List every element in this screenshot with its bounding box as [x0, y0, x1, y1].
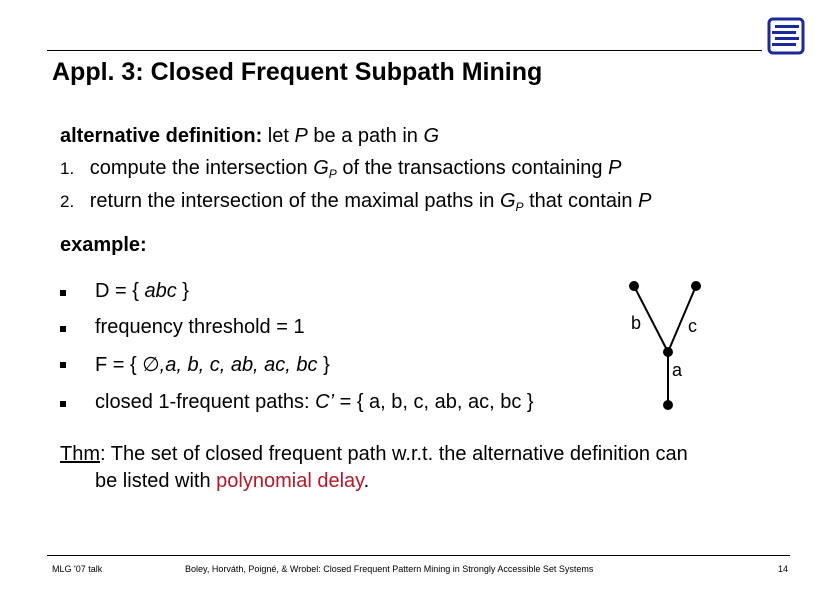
document-logo-icon [767, 17, 805, 55]
bullet-icon [60, 326, 66, 332]
var-g: G [423, 125, 440, 147]
node-b [629, 281, 639, 291]
example-bullet-3: F = { ∅,a, b, c, ab, ac, bc } [95, 354, 330, 376]
example-bullet-1: D = { abc } [95, 280, 189, 302]
footer-center: Boley, Horváth, Poigné, & Wrobel: Closed Frequent Pattern Mining in Strongly Accessible Set Systems [185, 564, 594, 574]
example-bullet-4: closed 1-frequent paths: C’ = { a, b, c, ab, ac, bc } [95, 391, 534, 413]
definition-step-2: 2. return the intersection of the maximal paths in $G_P$ that contain P [60, 190, 652, 214]
node-root [663, 400, 673, 410]
path-graph-diagram [610, 270, 720, 410]
header-rule [47, 50, 762, 51]
footer-left: MLG '07 talk [52, 564, 103, 574]
example-label: example: [60, 234, 147, 256]
var-p: P [294, 125, 308, 147]
definition-lead: alternative definition: [60, 125, 263, 147]
graph-label-a: a [672, 360, 683, 380]
polynomial-delay-highlight: polynomial delay [216, 470, 364, 492]
theorem-head: Thm [60, 443, 100, 465]
bullet-icon [60, 362, 66, 368]
slide-title: Appl. 3: Closed Frequent Subpath Mining [52, 58, 543, 86]
definition-line: alternative definition: let P be a path in G [60, 125, 440, 147]
definition-step-1: 1. compute the intersection $G_P$ of the transactions containing P [60, 157, 622, 181]
bullet-icon [60, 290, 66, 296]
graph-label-b: b [631, 313, 642, 333]
example-bullet-2: frequency threshold = 1 [95, 316, 305, 338]
footer-rule [47, 555, 790, 556]
node-c [691, 281, 701, 291]
graph-label-c: c [688, 316, 697, 336]
page-number: 14 [778, 564, 789, 574]
theorem-line-1: Thm: The set of closed frequent path w.r.t. the alternative definition can [60, 443, 688, 465]
bullet-icon [60, 401, 66, 407]
node-a [663, 347, 673, 357]
theorem-line-2: be listed with polynomial delay. [95, 470, 370, 492]
